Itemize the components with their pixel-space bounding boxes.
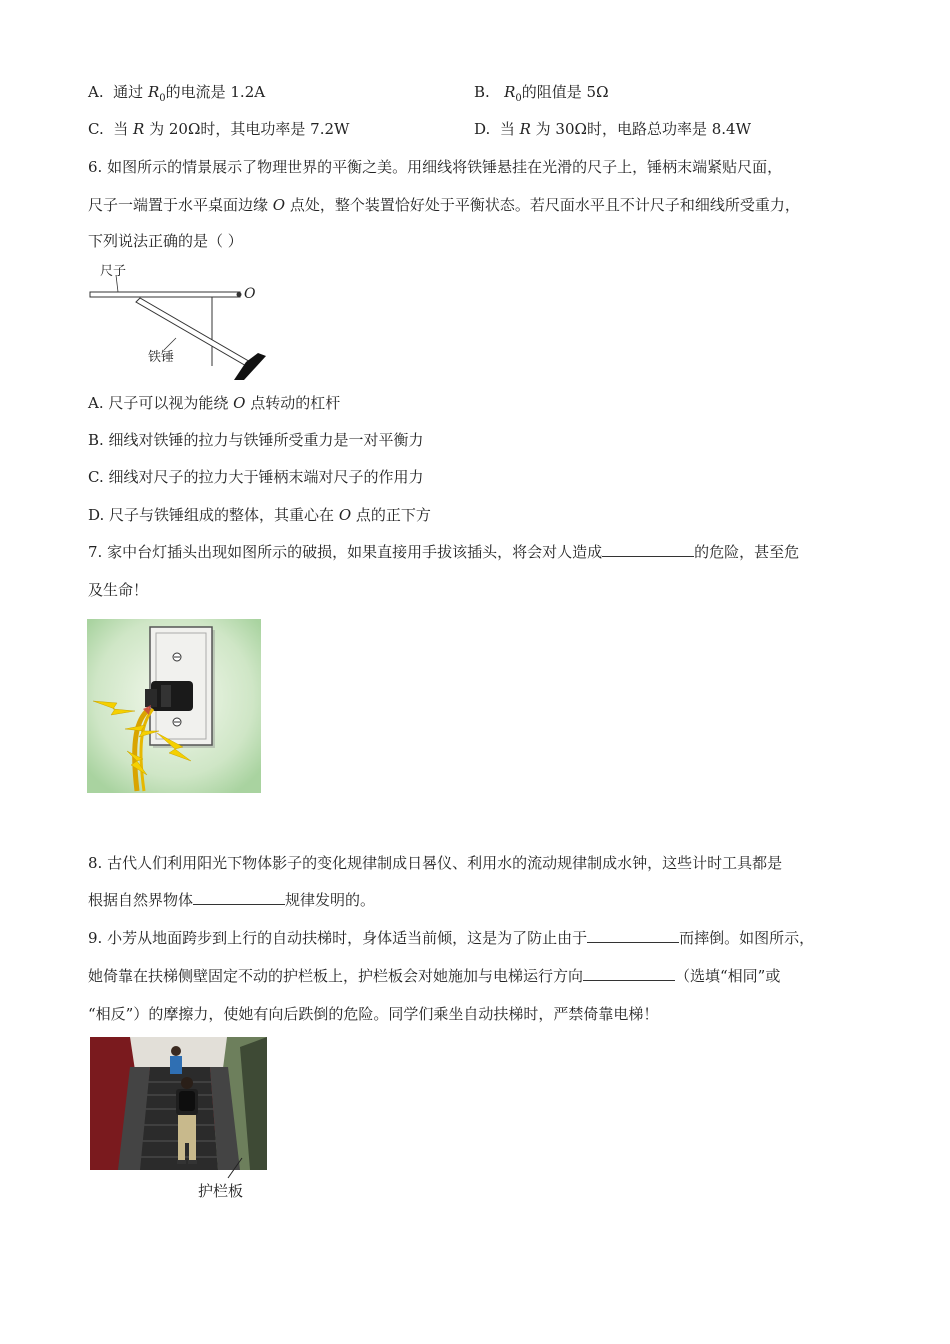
text: 的危险，甚至危 <box>694 543 800 561</box>
option-text: 的电流是 1.2A <box>165 83 266 101</box>
q9-stem-line1 <box>88 928 814 948</box>
q7-stem-line2: 及生命！ <box>88 581 149 599</box>
variable-o: O <box>338 506 352 524</box>
option-text: 为 20Ω时，其电功率是 7.2W <box>144 120 350 138</box>
text: 根据自然界物体 <box>88 891 194 909</box>
text: 9. 小芳从地面跨步到上行的自动扶梯时，身体适当前倾，这是为了防止由于 <box>88 929 588 947</box>
option-text: 当 <box>113 120 134 138</box>
q5-option-c <box>88 119 349 139</box>
option-text: 的阻值是 5Ω <box>521 83 609 101</box>
ruler-label: 尺子 <box>100 264 127 279</box>
variable-r: R <box>133 120 145 138</box>
hammer-label: 铁锤 <box>148 350 175 365</box>
q6-option-d <box>88 505 431 525</box>
option-text: 为 30Ω时，电路总功率是 8.4W <box>530 120 751 138</box>
text: 规律发明的。 <box>285 891 376 909</box>
answer-blank[interactable] <box>602 542 694 557</box>
text: 7. 家中台灯插头出现如图所示的破损，如果直接用手拔该插头，将会对人造成 <box>88 543 603 561</box>
q9-stem-line3: “相反”）的摩擦力，使她有向后跌倒的危险。同学们乘坐自动扶梯时，严禁倚靠电梯！ <box>88 1005 659 1023</box>
q6-option-a <box>88 393 340 413</box>
option-letter: D. <box>474 120 491 138</box>
q6-stem-line1: 6. 如图所示的情景展示了物理世界的平衡之美。用细线将铁锤悬挂在光滑的尺子上，锤柄末端紧贴尺面， <box>88 158 783 176</box>
guard-panel-label: 护栏板 <box>198 1182 244 1200</box>
answer-blank[interactable] <box>587 928 679 943</box>
q6-option-c: C. 细线对尺子的拉力大于锤柄末端对尺子的作用力 <box>88 468 424 486</box>
q9-stem-line2 <box>88 966 780 986</box>
option-letter: C. <box>88 120 104 138</box>
q5-option-b <box>474 82 609 109</box>
option-letter: B. <box>474 83 490 101</box>
q6-option-b: B. 细线对铁锤的拉力与铁锤所受重力是一对平衡力 <box>88 431 424 449</box>
variable-r: R <box>519 120 531 138</box>
q7-stem-line1 <box>88 542 799 562</box>
variable-o: O <box>233 394 246 412</box>
text: A. 尺子可以视为能绕 <box>88 394 234 412</box>
text: D. 尺子与铁锤组成的整体，其重心在 <box>88 506 339 524</box>
variable-r: R <box>147 83 160 101</box>
option-letter: A. <box>88 83 104 101</box>
answer-blank[interactable] <box>193 890 285 905</box>
ruler-hammer-figure <box>86 258 286 388</box>
variable-r: R <box>504 83 516 101</box>
subscript: 0 <box>515 93 522 104</box>
option-text: 当 <box>499 120 520 138</box>
q8-stem-line2 <box>88 890 375 910</box>
q8-stem-line1: 8. 古代人们利用阳光下物体影子的变化规律制成日晷仪、利用水的流动规律制成水钟，这些计时工具都是 <box>88 854 783 872</box>
damaged-plug-figure <box>87 619 261 793</box>
guard-panel-pointer-line <box>220 1150 250 1180</box>
q5-option-a <box>88 82 265 109</box>
damaged-plug-illustration <box>87 619 261 793</box>
q6-stem-line3: 下列说法正确的是（ ） <box>88 232 243 250</box>
q6-stem-line2 <box>88 195 800 215</box>
variable-o: O <box>272 196 286 214</box>
option-text: 通过 <box>113 83 148 101</box>
text: （选填“相同”或 <box>675 967 781 985</box>
text: 尺子一端置于水平桌面边缘 <box>88 196 273 214</box>
text: 点转动的杠杆 <box>245 394 341 412</box>
answer-blank[interactable] <box>583 966 675 981</box>
text: 点处，整个装置恰好处于平衡状态。若尺面水平且不计尺子和细线所受重力， <box>285 196 800 214</box>
pivot-o-label: O <box>244 286 256 302</box>
text: 而摔倒。如图所示， <box>679 929 815 947</box>
text: 点的正下方 <box>351 506 431 524</box>
subscript: 0 <box>159 93 166 104</box>
text: 她倚靠在扶梯侧壁固定不动的护栏板上，护栏板会对她施加与电梯运行方向 <box>88 967 584 985</box>
q5-option-d <box>474 119 751 139</box>
